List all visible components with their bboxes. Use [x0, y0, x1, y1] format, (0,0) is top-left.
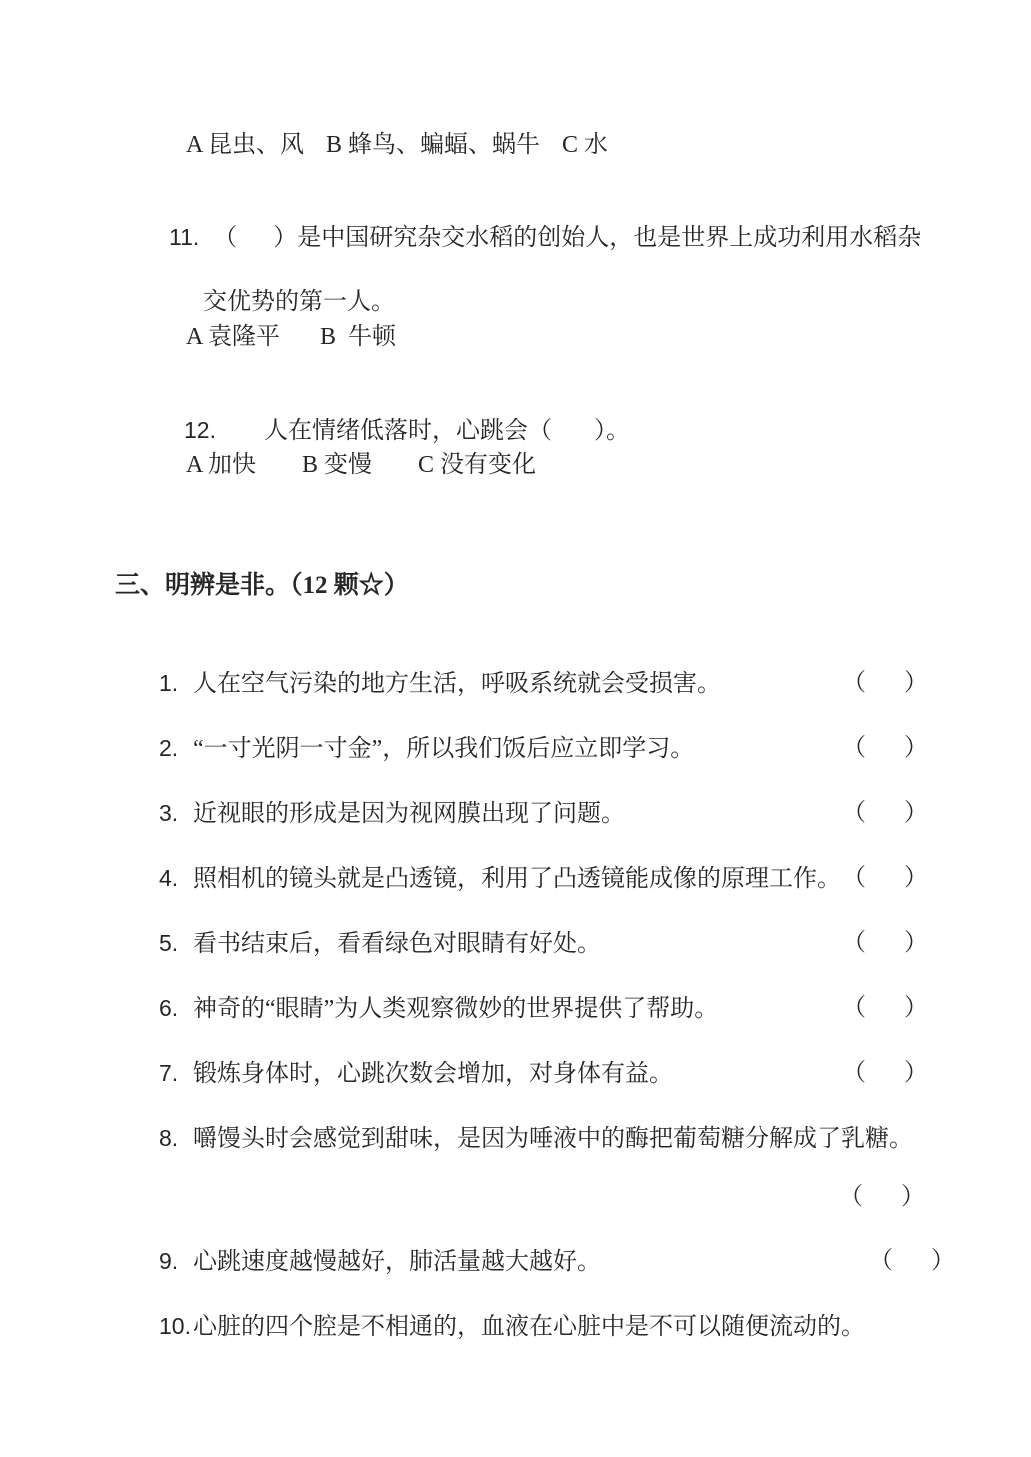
question-text: 看书结束后，看看绿色对眼睛有好处。 — [193, 931, 601, 957]
question-text: 锻炼身体时，心跳次数会增加，对身体有益。 — [193, 1061, 673, 1087]
answer-blank-3: （ ） — [842, 800, 928, 826]
question-text: （ ）是中国研究杂交水稻的创始人，也是世界上成功利用水稻杂 — [213, 225, 922, 251]
question-text: 嚼馒头时会感觉到甜味，是因为唾液中的酶把葡萄糖分解成了乳糖。 — [193, 1126, 913, 1152]
q12-options-row — [186, 450, 536, 480]
question-number: 5. — [159, 930, 179, 956]
question-number: 2. — [159, 735, 179, 761]
answer-blank-1: （ ） — [842, 670, 928, 696]
question-text: 近视眼的形成是因为视网膜出现了问题。 — [193, 801, 625, 827]
question-number: 10. — [159, 1313, 191, 1339]
question-text: “一寸光阴一寸金”，所以我们饭后应立即学习。 — [193, 736, 695, 762]
question-number: 8. — [159, 1125, 179, 1151]
option-a: A 昆虫、风 — [186, 132, 305, 158]
answer-blank-8: （ ） — [839, 1184, 925, 1210]
question-text: 交优势的第一人。 — [203, 289, 395, 315]
answer-blank-6: （ ） — [842, 995, 928, 1021]
option-b: B 牛顿 — [320, 324, 397, 350]
question-text: 心脏的四个腔是不相通的，血液在心脏中是不可以随便流动的。 — [193, 1314, 865, 1340]
question-number: 12. — [184, 417, 216, 443]
option-b: B 蜂鸟、蝙蝠、蜗牛 — [326, 132, 541, 158]
q11-options-row — [186, 322, 396, 352]
question-text: 心跳速度越慢越好，肺活量越大越好。 — [193, 1249, 601, 1275]
option-b: B 变慢 — [302, 452, 373, 478]
answer-blank-5: （ ） — [842, 930, 928, 956]
question-number: 6. — [159, 995, 179, 1021]
answer-blank-2: （ ） — [842, 735, 928, 761]
question-text: 人在空气污染的地方生活，呼吸系统就会受损害。 — [193, 671, 721, 697]
question-number: 1. — [159, 670, 179, 696]
option-c: C 没有变化 — [418, 452, 537, 478]
answer-blank-7: （ ） — [842, 1060, 928, 1086]
answer-blank-4: （ ） — [842, 865, 928, 891]
question-text: 神奇的“眼睛”为人类观察微妙的世界提供了帮助。 — [193, 996, 719, 1022]
option-c: C 水 — [562, 132, 609, 158]
tf-question-8 — [135, 1093, 913, 1184]
option-a: A 加快 — [186, 452, 257, 478]
question-number: 3. — [159, 800, 179, 826]
question-number: 4. — [159, 865, 179, 891]
q10-options-row — [186, 130, 608, 160]
question-number: 11. — [169, 224, 200, 250]
answer-blank-9: （ ） — [869, 1248, 955, 1274]
section-heading: 三、明辨是非。（12 颗☆） — [115, 572, 409, 599]
question-number: 9. — [159, 1248, 179, 1274]
option-a: A 袁隆平 — [186, 324, 281, 350]
question-text: 人在情绪低落时，心跳会（ ）。 — [263, 418, 630, 444]
question-number: 7. — [159, 1060, 179, 1086]
tf-question-10 — [135, 1281, 865, 1372]
question-text: 照相机的镜头就是凸透镜，利用了凸透镜能成像的原理工作。 — [193, 866, 841, 892]
